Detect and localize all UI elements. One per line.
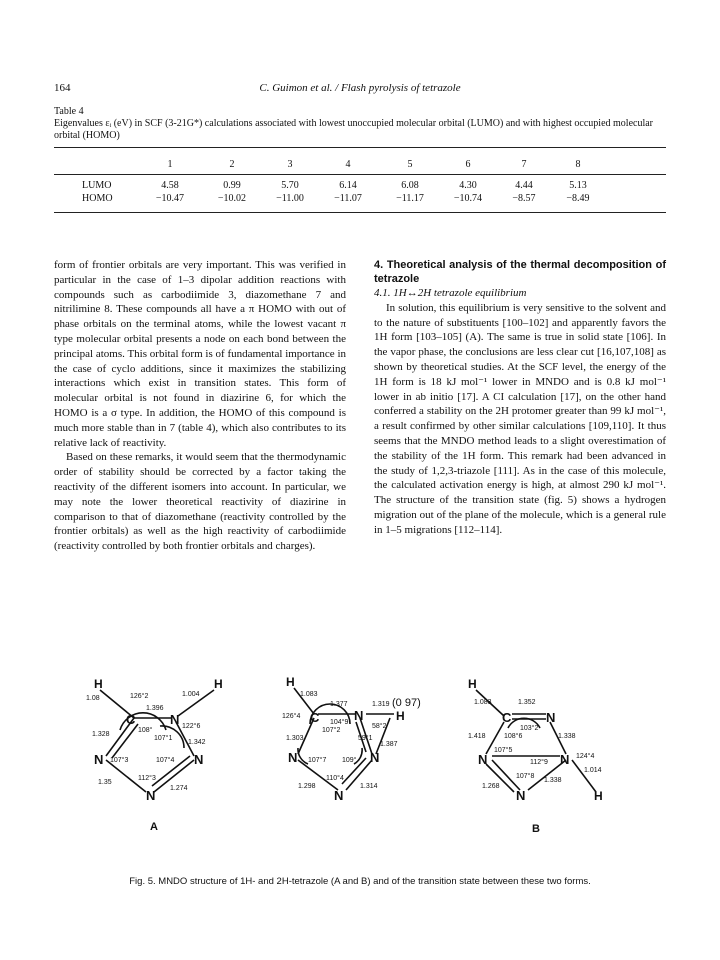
- running-header: [54, 82, 666, 96]
- table-col-header: 5: [407, 159, 413, 170]
- bond-angle-label: 107°1: [154, 735, 173, 742]
- bond-length-label: 1.328: [92, 731, 110, 738]
- bond-length-label: 1.342: [188, 739, 206, 746]
- bond-angle-label: 110°4: [326, 775, 344, 782]
- molecule-b: [476, 690, 596, 792]
- table-caption: Eigenvalues εᵢ (eV) in SCF (3-21G*) calculations associated with lowest unoccupied molecular orbital (LUMO) and with highest occupied molecular orbital (HOMO): [54, 118, 654, 141]
- atom-label: H: [396, 709, 405, 723]
- table-cell: 0.99: [223, 180, 241, 191]
- figure-label-a: A: [150, 821, 158, 833]
- bond-length-label: 1.268: [482, 783, 500, 790]
- table-header-rule: [54, 174, 666, 175]
- atom-label: N: [370, 750, 380, 765]
- atom-label: C: [502, 710, 512, 725]
- table-cell: 5.70: [281, 180, 299, 191]
- bond-angle-label: 124°4: [576, 753, 595, 760]
- subsection-heading: 4.1. 1H↔2H tetrazole equilibrium: [374, 287, 527, 299]
- bond-length-label: 1.083: [474, 699, 492, 706]
- table-bottom-rule: [54, 212, 666, 213]
- running-title: C. Guimon et al. / Flash pyrolysis of tetrazole: [259, 82, 461, 94]
- bond-length-label: 1.08: [86, 695, 100, 702]
- atom-label: H: [468, 677, 477, 691]
- table-header-row: [54, 159, 666, 171]
- bond-angle-label: 108°6: [504, 733, 523, 740]
- atom-label: N: [478, 752, 488, 767]
- atom-label: N: [94, 752, 104, 767]
- bond-length-label: 1.014: [584, 767, 602, 774]
- bond-angle-label: 58°2: [372, 723, 387, 730]
- bond-angle-label: 109°: [342, 757, 357, 764]
- bond-length-label: 1.352: [518, 699, 536, 706]
- bond-angle-label: 107°7: [308, 757, 327, 764]
- bond-angle-label: 107°2: [322, 727, 341, 734]
- body-paragraph: Based on these remarks, it would seem that the thermodynamic order of stability should be corrected by a factor taking the reactivity of the different isomers into account. In particular, we may note the lower theoretical reactivity of diazirine in comparison to that of diazomethane (reactivity controlled by the frontier orbitals) as well as the high reactivity of carbodiimide (reactivity controlled by both frontier orbitals and charges).: [54, 451, 346, 553]
- table-row: [54, 193, 666, 205]
- table-cell: 4.58: [161, 180, 179, 191]
- table-cell: 4.30: [459, 180, 477, 191]
- table-col-header: 6: [465, 159, 471, 170]
- table-cell: −11.00: [276, 193, 304, 204]
- bond-angle-label: 112°3: [138, 775, 156, 782]
- bond-angle-label: 103°2: [520, 725, 539, 732]
- table-col-header: 3: [287, 159, 293, 170]
- left-column: [54, 258, 346, 554]
- bond-angle-label: 107°4: [156, 757, 175, 764]
- table-cell: 5.13: [569, 180, 587, 191]
- atom-label: C: [310, 710, 320, 725]
- bond-length-label: 1.377: [330, 701, 348, 708]
- table-cell: −11.17: [396, 193, 424, 204]
- bond-angle-label: 107°5: [494, 747, 513, 754]
- bond-length-label: 1.298: [298, 783, 316, 790]
- atom-label: H: [214, 677, 223, 691]
- table-cell: −8.57: [512, 193, 536, 204]
- bond-length-label: 1.319: [372, 701, 390, 708]
- body-paragraph: form of frontier orbitals are very important. This was verified in particular in the case of 1–3 dipolar addition reactions with compounds such as carbodiimide 3, diazomethane 7 and nitrilimine 8. These compounds all have a π HOMO with out of phase orbitals on the terminal atoms, while the lowest vacant π type molecular orbital presents a node on each bond between the principal atoms. This orbital form is of fundamental importance in the case of cyclo additions, since it maximizes the stabilizing interactions which exist in transition states. This form of molecular orbital is not found in diazirine 6, for which the HOMO is a σ type. In addition, the HOMO of this compound is much more stable than in 7 (table 4), which also contributes to its relative lack of reactivity.: [54, 259, 346, 449]
- atom-label: N: [334, 788, 344, 803]
- bond-angle-label: 112°9: [530, 759, 548, 766]
- page-number: 164: [54, 82, 71, 94]
- atom-label: N: [516, 788, 526, 803]
- bond-angle-label: 107°8: [516, 773, 535, 780]
- table-col-header: 7: [521, 159, 527, 170]
- bond-length-label: 1.274: [170, 785, 188, 792]
- table-col-header: 8: [575, 159, 581, 170]
- section-heading: 4. Theoretical analysis of the thermal decomposition of tetrazole: [374, 259, 666, 285]
- bond-length-label: 1.338: [544, 777, 562, 784]
- atom-label: C: [126, 712, 136, 727]
- table-col-header: 4: [345, 159, 351, 170]
- table-cell: 4.44: [515, 180, 533, 191]
- bond-length-label: 1.338: [558, 733, 576, 740]
- bond-angle-label: 108°: [138, 727, 153, 734]
- bond-length-label: (0 97): [392, 697, 421, 709]
- table-top-rule: [54, 147, 666, 148]
- atom-label: H: [594, 789, 603, 803]
- table-cell: −10.02: [217, 193, 247, 204]
- figure-caption: Fig. 5. MNDO structure of 1H- and 2H-tetrazole (A and B) and of the transition state between these two forms.: [129, 876, 591, 887]
- bond-length-label: 1.004: [182, 691, 200, 698]
- atom-label: N: [560, 752, 570, 767]
- atom-label: N: [146, 788, 156, 803]
- bond-angle-label: 107°3: [110, 757, 129, 764]
- bond-length-label: 1.314: [360, 783, 378, 790]
- atom-label: N: [354, 708, 364, 723]
- table-cell: 6.14: [339, 180, 357, 191]
- table-cell: −11.07: [334, 193, 362, 204]
- bond-angle-label: 126°4: [282, 713, 301, 720]
- table-label: Table 4: [54, 106, 84, 117]
- table-row-label: HOMO: [82, 193, 113, 204]
- bond-length-label: 1.396: [146, 705, 164, 712]
- table-col-header: 2: [229, 159, 235, 170]
- atom-label: N: [288, 750, 298, 765]
- atom-label: N: [170, 712, 180, 727]
- atom-label: H: [94, 677, 103, 691]
- bond-length-label: 1.083: [300, 691, 318, 698]
- bond-length-label: 1.303: [286, 735, 304, 742]
- bond-length-label: 1.35: [98, 779, 112, 786]
- bond-length-label: 1.387: [380, 741, 398, 748]
- bond-angle-label: 122°6: [182, 723, 201, 730]
- table-cell: −10.47: [155, 193, 185, 204]
- table-col-header: 1: [167, 159, 173, 170]
- bond-length-label: 1.418: [468, 733, 486, 740]
- atom-label: N: [194, 752, 204, 767]
- figure-label-b: B: [532, 823, 540, 835]
- bond-angle-label: 126°2: [130, 693, 149, 700]
- figure-5: [54, 668, 666, 868]
- table-row-label: LUMO: [82, 180, 112, 191]
- table-cell: −10.74: [453, 193, 483, 204]
- atom-label: H: [286, 675, 295, 689]
- bond-angle-label: 104°9: [330, 719, 349, 726]
- table-row: [54, 180, 666, 192]
- table-cell: −8.49: [566, 193, 590, 204]
- atom-label: N: [546, 710, 556, 725]
- right-column: [374, 258, 666, 538]
- bond-line: [572, 760, 596, 792]
- bond-angle-label: 59°1: [358, 735, 373, 742]
- table-cell: 6.08: [401, 180, 419, 191]
- body-paragraph: In solution, this equilibrium is very sensitive to the solvent and to the nature of substituents [100–102] and apparently favors the 1H form [103–105] (A). The same is true in solid state [106]. In the vapor phase, the conclusions are less clear cut [16,107,108] as shown by theoretical studies. At the SCF level, the energy of the 1H form is 18 kJ mol⁻¹ lower in MNDO and is 0.8 kJ mol⁻¹ lower in ab initio [17]. A CI calculation [17], on the other hand conferred a stability on the 2H protomer greater than 99 kJ mol⁻¹, a result confirmed by other similar calculations [109,110]. It thus seems that the MNDO method leads to a slight overestimation of the stability of the 1H form. This remark had been advanced in the study of 1,2,3-triazole [111]. As in the case of this molecule, the calculated activation energy is high, at almost 290 kJ mol⁻¹. The structure of the transition state (fig. 5) shows a hydrogen migration out of the plane of the molecule, which is a general rule in 1–5 migrations [112–114].: [374, 301, 666, 536]
